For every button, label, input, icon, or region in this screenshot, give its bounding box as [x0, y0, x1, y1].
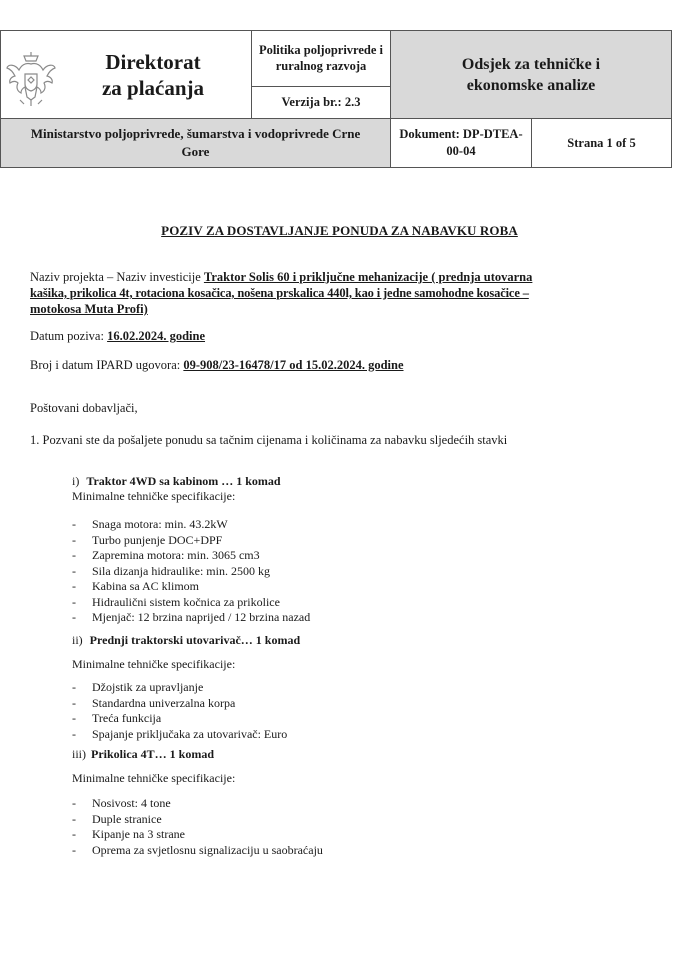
ministry-name — [1, 119, 390, 167]
list-item: - Kipanje na 3 strane — [72, 827, 185, 841]
list-item: - Snaga motora: min. 43.2kW — [72, 517, 228, 531]
list-item: - Turbo punjenje DOC+DPF — [72, 532, 223, 547]
project-value-line1: Traktor Solis 60 i priključne mehanizacije ( prednja utovarna — [203, 270, 533, 284]
department-line1: Odsjek za tehničke i — [461, 56, 601, 73]
list-item: - Spajanje priključaka za utovarivač: Euro — [72, 726, 288, 741]
item-number: i) — [72, 474, 80, 488]
ministry-line2: Gore — [181, 144, 210, 159]
document-line1: Dokument: DP-DTEA- — [399, 127, 523, 141]
call-date-value: 16.02.2024. godine — [107, 329, 206, 343]
policy-line2: ruralnog razvoja — [275, 59, 367, 73]
org-name-line1: Direktorat — [105, 50, 201, 74]
list-item: - Oprema za svjetlosnu signalizaciju u saobraćaju — [72, 842, 323, 857]
montenegro-coat-of-arms-icon — [6, 50, 56, 108]
list-item: - Sila dizanja hidraulike: min. 2500 kg — [72, 563, 270, 578]
item-heading — [72, 747, 214, 762]
project-value-line2: kašika, prikolica 4t, rotaciona kosačica, nošena prskalica 440l, kao i jedne samohodne kosačice – — [30, 286, 529, 300]
item-heading — [72, 633, 300, 648]
call-date — [30, 329, 205, 344]
item-heading — [72, 474, 281, 489]
policy-line1: Politika poljoprivrede i — [258, 43, 384, 57]
project-line1 — [30, 270, 670, 285]
list-item: - Nosivost: 4 tone — [72, 796, 171, 810]
item-name: Prikolica 4T… 1 komad — [91, 747, 215, 761]
spec-label: Minimalne tehničke specifikacije: — [72, 657, 236, 671]
item-name: Prednji traktorski utovarivač… 1 komad — [89, 633, 301, 647]
list-item: - Duple stranice — [72, 811, 162, 826]
document-code — [391, 119, 531, 167]
org-name-line2: za plaćanja — [101, 76, 205, 100]
list-item: - Mjenjač: 12 brzina naprijed / 12 brzina nazad — [72, 610, 311, 624]
spec-list — [0, 680, 679, 742]
ipard-contract — [30, 358, 404, 373]
intro-paragraph: 1. Pozvani ste da pošaljete ponudu sa tačnim cijenama i količinama za nabavku sljedećih stavki — [30, 433, 508, 447]
page-number: Strana 1 of 5 — [567, 135, 636, 150]
item-number: ii) — [72, 633, 83, 647]
list-item: - Treća funkcija — [72, 711, 162, 725]
document-header — [0, 30, 672, 168]
greeting: Poštovani dobavljači, — [30, 401, 138, 415]
department-name — [391, 34, 671, 116]
list-item: - Džojstik za upravljanje — [72, 680, 204, 694]
list-item: - Standardna univerzalna korpa — [72, 695, 236, 710]
version-label: Verzija br.: 2.3 — [281, 95, 361, 109]
page-title: POZIV ZA DOSTAVLJANJE PONUDA ZA NABAVKU ROBA — [161, 223, 518, 238]
spec-list — [0, 796, 679, 858]
project-label: Naziv projekta – Naziv investicije — [30, 270, 201, 284]
spec-label: Minimalne tehničke specifikacije: — [72, 771, 236, 785]
org-name — [56, 38, 250, 112]
department-line2: ekonomske analize — [466, 77, 596, 94]
policy-title — [252, 32, 390, 84]
call-date-label: Datum poziva: — [30, 329, 104, 343]
spec-list — [0, 517, 679, 626]
ipard-contract-value: 09-908/23-16478/17 od 15.02.2024. godine — [183, 358, 404, 372]
spec-label: Minimalne tehničke specifikacije: — [72, 489, 236, 503]
document-line2: 00-04 — [446, 144, 476, 158]
item-number: iii) — [72, 747, 86, 761]
list-item: - Zapremina motora: min. 3065 cm3 — [72, 548, 260, 562]
ministry-line1: Ministarstvo poljoprivrede, šumarstva i vodoprivrede Crne — [30, 126, 361, 141]
list-item: - Hidraulični sistem kočnica za prikolice — [72, 594, 280, 609]
ipard-contract-label: Broj i datum IPARD ugovora: — [30, 358, 181, 372]
list-item: - Kabina sa AC klimom — [72, 579, 199, 593]
project-value-line3: motokosa Muta Profi) — [30, 302, 148, 316]
item-name: Traktor 4WD sa kabinom … 1 komad — [86, 474, 281, 488]
